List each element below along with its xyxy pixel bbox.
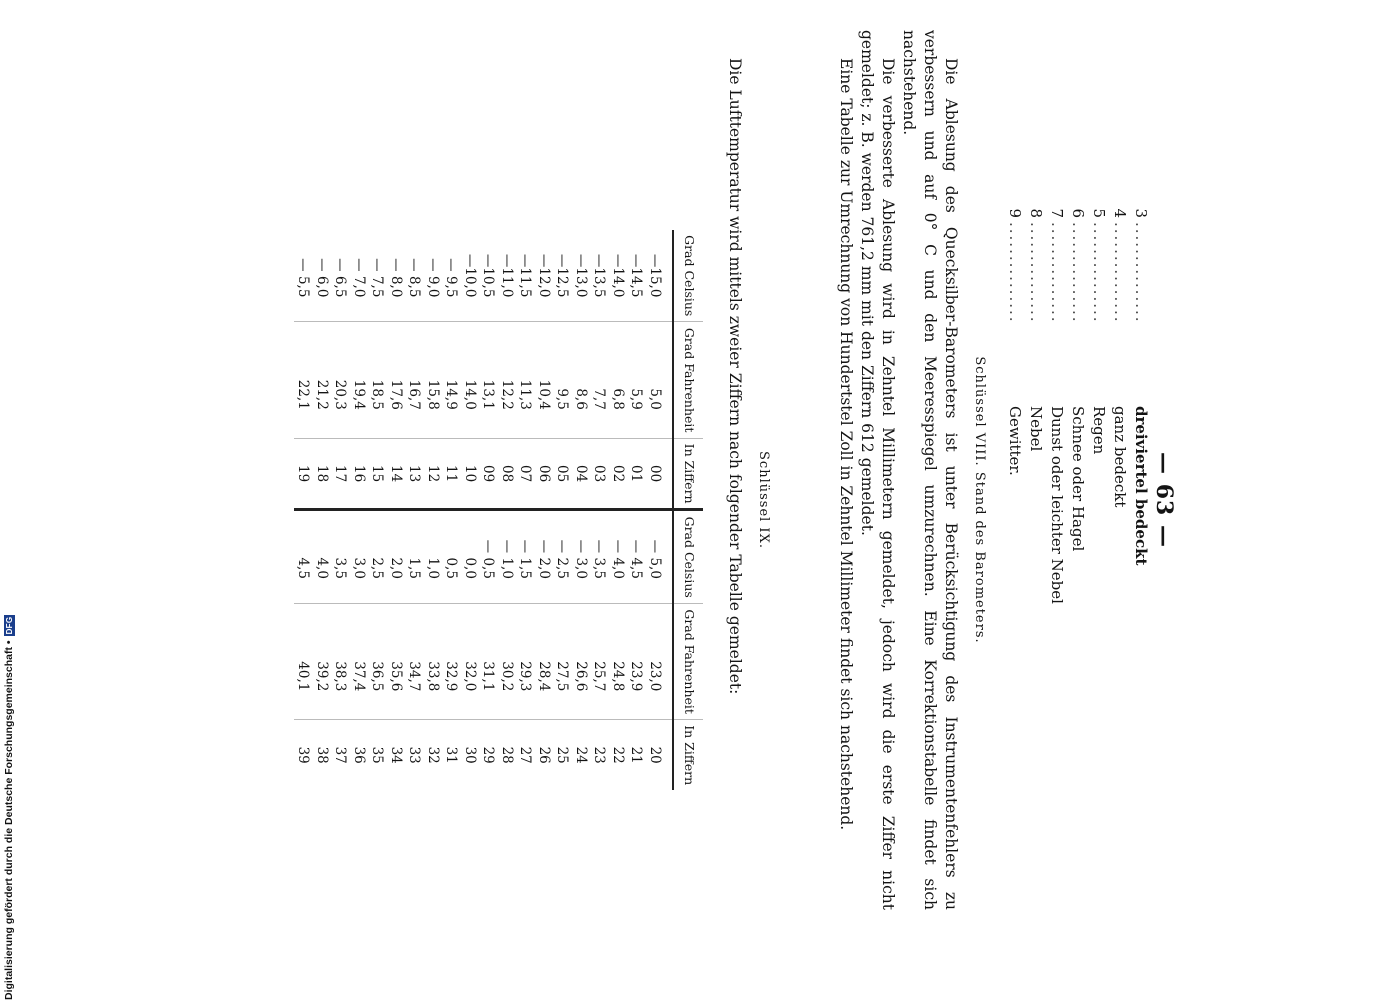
celsius-cell: — 3,0 [573,539,589,579]
leader-dots: ............... [1132,222,1150,324]
fahrenheit-cell: 23,9 [627,603,646,719]
celsius-cell: —12,0 [536,253,552,298]
header-celsius-right: Grad Celsius [673,510,703,603]
fahrenheit-cell: 36,5 [368,603,387,719]
celsius-cell: — 6,0 [314,258,330,298]
fahrenheit-cell: 6,8 [609,322,628,438]
celsius-cell: — 1,0 [499,539,515,579]
leader-dots: ............... [1048,222,1066,324]
celsius-cell: — 0,5 [480,539,497,579]
ziffern-cell: 08 [498,438,517,510]
fahrenheit-cell: 37,4 [350,603,369,719]
celsius-cell: — 5,5 [295,258,312,298]
celsius-cell: —15,0 [647,253,663,298]
celsius-cell: — 7,5 [369,258,386,298]
ziffern-cell: 15 [368,438,387,510]
weather-code-number: 7 [1048,208,1066,218]
celsius-cell: —12,5 [554,253,571,298]
fahrenheit-cell: 14,9 [442,322,461,438]
fahrenheit-cell: 7,7 [590,322,609,438]
table-row [442,230,461,790]
fahrenheit-cell: 23,0 [646,603,674,719]
table-row [572,230,591,790]
section-ix-intro: Die Lufttemperatur wird mittels zweier Ziffern nach folgender Tabelle gemeldet: [726,58,744,695]
ziffern-cell: 37 [331,720,350,790]
header-celsius-left: Grad Celsius [673,230,703,322]
ziffern-cell: 16 [350,438,369,510]
celsius-cell: — 2,0 [536,539,552,579]
table-row [479,230,498,790]
weather-code-label: Regen [1090,406,1108,455]
weather-code-label: Dunst oder leichter Nebel [1048,406,1066,604]
fahrenheit-cell: 11,3 [516,322,535,438]
celsius-cell: 3,5 [332,557,349,579]
table-row [313,230,332,790]
fahrenheit-cell: 10,4 [535,322,554,438]
weather-code-label: Gewitter. [1006,406,1024,476]
fahrenheit-cell: 27,5 [553,603,572,719]
ziffern-cell: 00 [646,438,674,510]
table-row [368,230,387,790]
table-row [646,230,674,790]
celsius-cell: — 4,0 [610,539,626,579]
ziffern-cell: 02 [609,438,628,510]
fahrenheit-cell: 39,2 [313,603,332,719]
ziffern-cell: 10 [461,438,480,510]
section-viii-paragraph-3: Eine Tabelle zur Umrechnung von Hundertstel Zoll in Zehntel Millimeter findet sich nachstehend. [837,58,855,831]
celsius-cell: 1,5 [406,557,423,579]
ziffern-cell: 24 [572,720,591,790]
fahrenheit-cell: 31,1 [479,603,498,719]
weather-code-label: dreiviertel bedeckt [1132,406,1150,566]
section-viii-paragraph-2: Die verbesserte Ablesung wird in Zehntel Millimetern gemeldet, jedoch wird die erste Ziffer nicht gemeldet; z. B. werden 761,2 mm mit den Ziffern 612 gemeldet. [858,30,897,910]
ziffern-cell: 04 [572,438,591,510]
temperature-table [294,230,703,790]
weather-code-row [1130,200,1151,760]
weather-code-number: 9 [1006,208,1024,218]
fahrenheit-cell: 16,7 [405,322,424,438]
celsius-cell: — 5,0 [647,539,663,579]
celsius-cell: — 4,5 [628,539,645,579]
weather-code-row [1025,200,1046,760]
fahrenheit-cell: 32,9 [442,603,461,719]
ziffern-cell: 23 [590,720,609,790]
celsius-cell: — 2,5 [554,539,571,579]
fahrenheit-cell: 18,5 [368,322,387,438]
ziffern-cell: 30 [461,720,480,790]
ziffern-cell: 27 [516,720,535,790]
fahrenheit-cell: 5,0 [646,322,674,438]
ziffern-cell: 20 [646,720,674,790]
fahrenheit-cell: 34,7 [405,603,424,719]
ziffern-cell: 39 [294,720,313,790]
ziffern-cell: 09 [479,438,498,510]
header-fahrenheit-right: Grad Fahrenheit [673,603,703,719]
fahrenheit-cell: 25,7 [590,603,609,719]
celsius-cell: —11,0 [499,253,515,298]
fahrenheit-cell: 22,1 [294,322,313,438]
weather-code-number: 8 [1027,208,1045,218]
weather-code-number: 5 [1090,208,1108,218]
celsius-cell: — 8,5 [406,258,423,298]
section-viii-heading: Schlüssel VIII. Stand des Barometers. [972,356,987,644]
weather-code-number: 4 [1111,208,1129,218]
weather-code-number: 6 [1069,208,1087,218]
table-row [294,230,313,790]
weather-code-row [1109,200,1130,760]
ziffern-cell: 19 [294,438,313,510]
fahrenheit-cell: 8,6 [572,322,591,438]
ziffern-cell: 06 [535,438,554,510]
ziffern-cell: 28 [498,720,517,790]
ziffern-cell: 05 [553,438,572,510]
table-row [350,230,369,790]
table-row [424,230,443,790]
table-row [498,230,517,790]
table-row [387,230,406,790]
table-row [516,230,535,790]
leader-dots: ............... [1111,222,1129,324]
ziffern-cell: 25 [553,720,572,790]
celsius-cell: — 7,0 [351,258,367,298]
ziffern-cell: 35 [368,720,387,790]
ziffern-cell: 07 [516,438,535,510]
fahrenheit-cell: 29,3 [516,603,535,719]
ziffern-cell: 17 [331,438,350,510]
section-viii-paragraph-1: Die Ablesung des Quecksilber-Barometers ist unter Berücksichtigung des Instrumentenfehlers zu verbessern und auf 0° C und den Meeresspiegel umzurechnen. Eine Korrektionstabelle findet sich nachstehend. [900,30,960,910]
dfg-credit-sidebar [0,600,18,1000]
fahrenheit-cell: 40,1 [294,603,313,719]
table-row [405,230,424,790]
celsius-cell: 0,5 [443,557,460,579]
celsius-cell: — 8,0 [388,258,404,298]
celsius-cell: —10,0 [462,253,478,298]
leader-dots: ............... [1090,222,1108,324]
ziffern-cell: 32 [424,720,443,790]
ziffern-cell: 38 [313,720,332,790]
celsius-cell: — 9,0 [425,258,441,298]
celsius-cell: — 9,5 [443,258,460,298]
fahrenheit-cell: 30,2 [498,603,517,719]
celsius-cell: 2,0 [388,557,404,579]
section-ix-text [724,30,745,910]
leader-dots: ............... [1069,222,1087,324]
celsius-cell: — 6,5 [332,258,349,298]
book-page [153,0,1183,1000]
celsius-cell: 4,5 [295,557,312,579]
celsius-cell: — 1,5 [517,539,534,579]
weather-code-label: Schnee oder Hagel [1069,406,1087,552]
celsius-cell: 1,0 [425,557,441,579]
table-row [590,230,609,790]
dfg-credit-text: Digitalisierung gefördert durch die Deutsche Forschungsgemeinschaft • [3,640,15,1000]
fahrenheit-cell: 21,2 [313,322,332,438]
table-row [331,230,350,790]
header-fahrenheit-left: Grad Fahrenheit [673,322,703,438]
celsius-cell: — 3,5 [591,539,608,579]
ziffern-cell: 29 [479,720,498,790]
fahrenheit-cell: 32,0 [461,603,480,719]
ziffern-cell: 03 [590,438,609,510]
fahrenheit-cell: 38,3 [331,603,350,719]
celsius-cell: 2,5 [369,557,386,579]
leader-dots: ............... [1006,222,1024,324]
fahrenheit-cell: 12,2 [498,322,517,438]
weather-code-row [1046,200,1067,760]
fahrenheit-cell: 28,4 [535,603,554,719]
fahrenheit-cell: 33,8 [424,603,443,719]
ziffern-cell: 21 [627,720,646,790]
ziffern-cell: 31 [442,720,461,790]
table-row [609,230,628,790]
ziffern-cell: 18 [313,438,332,510]
ziffern-cell: 36 [350,720,369,790]
celsius-cell: —11,5 [517,253,534,298]
fahrenheit-cell: 14,0 [461,322,480,438]
fahrenheit-cell: 13,1 [479,322,498,438]
page-number: — 63 — [1151,452,1177,548]
ziffern-cell: 11 [442,438,461,510]
ziffern-cell: 22 [609,720,628,790]
fahrenheit-cell: 20,3 [331,322,350,438]
leader-dots: ............... [1027,222,1045,324]
fahrenheit-cell: 26,6 [572,603,591,719]
fahrenheit-cell: 19,4 [350,322,369,438]
weather-code-row [1088,200,1109,760]
ziffern-cell: 01 [627,438,646,510]
celsius-cell: —14,0 [610,253,626,298]
celsius-cell: 4,0 [314,557,330,579]
dfg-logo-icon: DFG [4,616,14,635]
header-ziffern-left: In Ziffern [673,438,703,510]
celsius-cell: —13,5 [591,253,608,298]
ziffern-cell: 13 [405,438,424,510]
ziffern-cell: 34 [387,720,406,790]
ziffern-cell: 12 [424,438,443,510]
fahrenheit-cell: 15,8 [424,322,443,438]
weather-code-number: 3 [1132,208,1150,218]
weather-code-list [1004,200,1151,760]
celsius-cell: —13,0 [573,253,589,298]
section-ix-heading: Schlüssel IX. [756,451,771,549]
weather-code-row [1067,200,1088,760]
celsius-cell: 3,0 [351,557,367,579]
ziffern-cell: 14 [387,438,406,510]
fahrenheit-cell: 5,9 [627,322,646,438]
table-row [553,230,572,790]
celsius-cell: —14,5 [628,253,645,298]
table-row [461,230,480,790]
table-row [535,230,554,790]
section-viii-text [835,30,961,910]
fahrenheit-cell: 35,6 [387,603,406,719]
celsius-cell: 0,0 [462,557,478,579]
fahrenheit-cell: 17,6 [387,322,406,438]
header-ziffern-right: In Ziffern [673,720,703,790]
fahrenheit-cell: 24,8 [609,603,628,719]
ziffern-cell: 33 [405,720,424,790]
celsius-cell: —10,5 [480,253,497,298]
ziffern-cell: 26 [535,720,554,790]
weather-code-label: ganz bedeckt [1111,406,1129,508]
weather-code-label: Nebel [1027,406,1045,452]
table-row [627,230,646,790]
fahrenheit-cell: 9,5 [553,322,572,438]
weather-code-row [1004,200,1025,760]
